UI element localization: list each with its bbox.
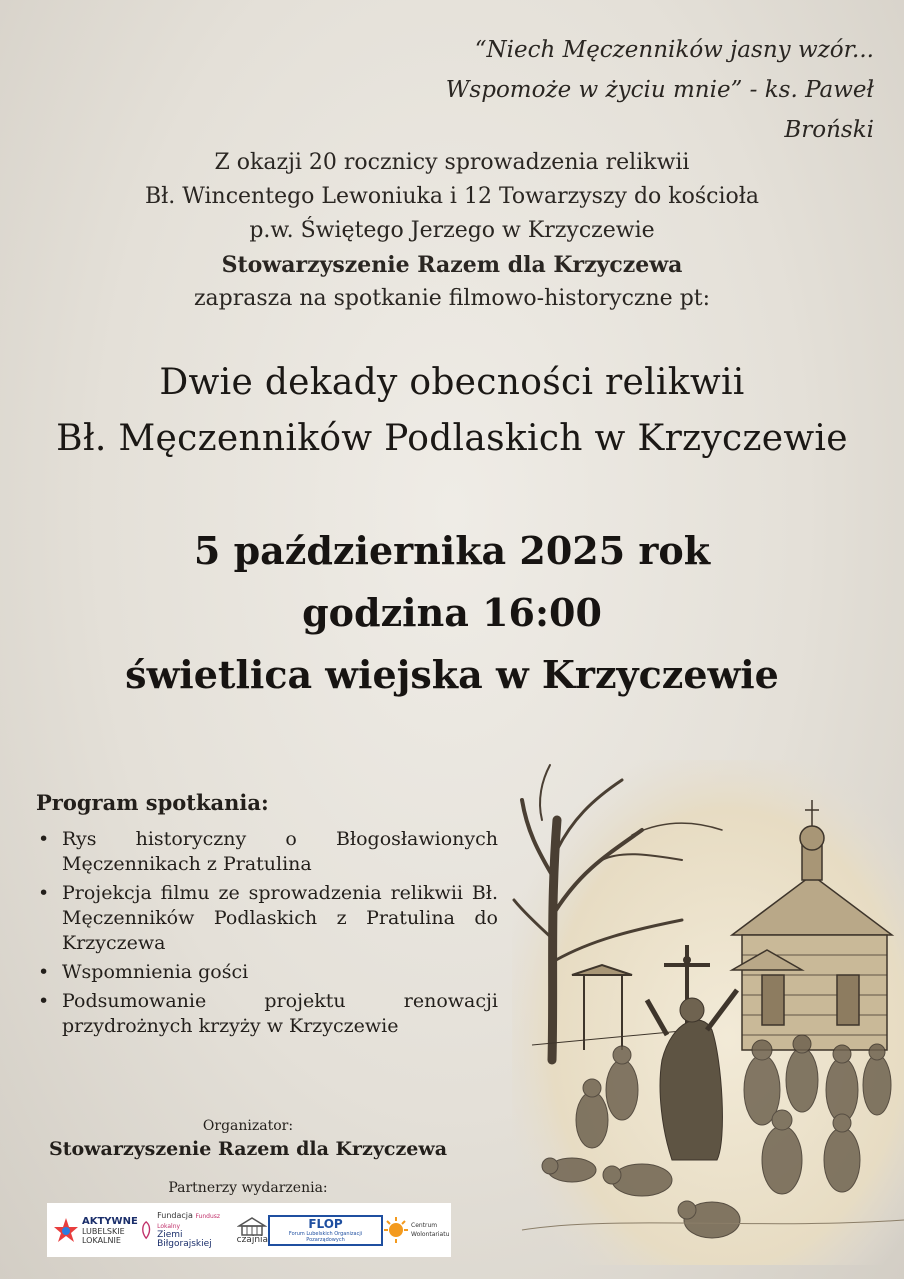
motto-quote — [354, 30, 874, 150]
aktywne-lubelskie-logo: AKTYWNE LUBELSKIE LOKALNIE — [53, 1216, 138, 1245]
fundacja-figure-icon — [138, 1219, 154, 1241]
martyrs-illustration — [512, 760, 904, 1265]
program-item: • Rys historyczny o Błogosławionych Męczennikach z Pratulina — [38, 828, 498, 875]
title-line-2: Bł. Męczenników Podlaskich w Krzyczewie — [56, 418, 848, 459]
event-details — [0, 520, 904, 706]
bullet-icon: • — [38, 882, 50, 904]
centrum-wolontariatu-logo: Centrum Wolontariatu — [383, 1216, 445, 1244]
program-section — [36, 790, 498, 1043]
event-date: 5 października 2025 rok — [193, 528, 711, 573]
intro-line-3: p.w. Świętego Jerzego w Krzyczewie — [249, 218, 655, 243]
hand-sun-icon — [383, 1216, 409, 1244]
motto-line-1: “Niech Męczenników jasny wzór... — [474, 37, 874, 63]
bullet-icon: • — [38, 990, 50, 1012]
organizer-name: Stowarzyszenie Razem dla Krzyczewa — [48, 1138, 448, 1160]
motto-line-2: Wspomoże w życiu mnie” - ks. Paweł Broński — [445, 77, 874, 143]
intro-line-1: Z okazji 20 rocznicy sprowadzenia relikwii — [214, 150, 690, 175]
aktywne-star-icon — [53, 1217, 79, 1243]
program-item: • Projekcja filmu ze sprowadzenia relikwii Bł. Męczenników Podlaskich z Pratulina do Krzyczewa — [38, 882, 498, 954]
partner-logos-strip — [47, 1203, 451, 1257]
intro-line-5: zaprasza na spotkanie filmowo-historyczne pt: — [193, 286, 711, 311]
program-item: • Wspomnienia gości — [38, 961, 249, 983]
event-title — [0, 355, 904, 467]
program-item: • Podsumowanie projektu renowacji przydrożnych krzyży w Krzyczewie — [38, 990, 498, 1037]
czajnia-building-icon — [237, 1216, 267, 1236]
intro-text — [0, 146, 904, 316]
flop-logo: FLOP Forum Lubelskich Organizacji Pozarządowych — [268, 1215, 383, 1246]
event-time: godzina 16:00 — [302, 590, 602, 635]
intro-association: Stowarzyszenie Razem dla Krzyczewa — [221, 252, 683, 278]
partners-label: Partnerzy wydarzenia: — [168, 1180, 328, 1196]
organizer-block — [36, 1118, 460, 1160]
bullet-icon: • — [38, 828, 50, 850]
event-place: świetlica wiejska w Krzyczewie — [125, 652, 779, 697]
fundacja-biłgorajska-logo: Fundacja Fundusz Lokalny Ziemi Biłgorajskiej — [138, 1211, 237, 1249]
program-heading: Program spotkania: — [36, 790, 269, 815]
program-list — [36, 827, 498, 1039]
czajnia-logo: czajnia — [237, 1216, 268, 1245]
intro-line-2: Bł. Wincentego Lewoniuka i 12 Towarzyszy do kościoła — [145, 184, 759, 209]
bullet-icon: • — [38, 961, 50, 983]
organizer-label: Organizator: — [202, 1118, 294, 1134]
title-line-1: Dwie dekady obecności relikwii — [159, 362, 745, 403]
